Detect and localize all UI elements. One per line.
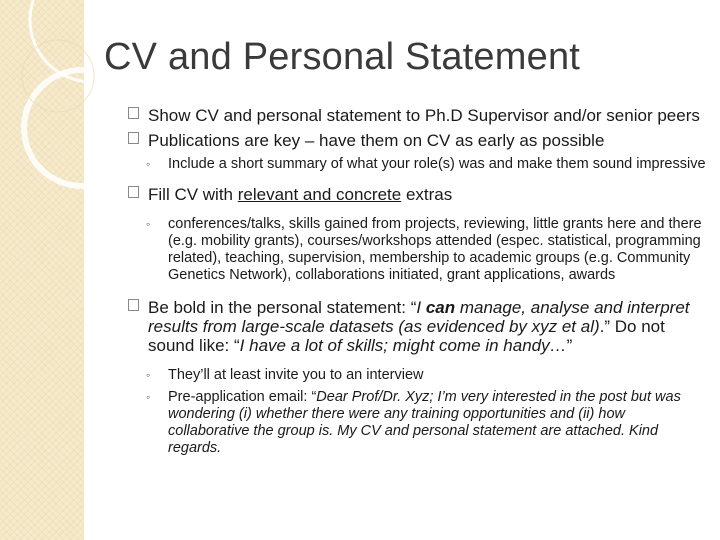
sub-bullet-item [128, 216, 708, 284]
bullet-text: Show CV and personal statement to Ph.D Supervisor and/or senior peers [148, 106, 700, 125]
bullet-text-part: .” Do not sound like: “ [148, 317, 665, 355]
square-bullet-icon [128, 132, 139, 144]
bullet-text-part: ” [566, 336, 573, 355]
square-bullet-icon [128, 107, 139, 119]
bullet-text-part: extras [401, 185, 453, 204]
bullet-item [128, 185, 708, 204]
bullet-item [128, 131, 708, 150]
sub-bullet-text: Include a short summary of what your role(s) was and make them sound impressive [168, 156, 706, 172]
sub-bullet-glyph: ◦ [146, 390, 151, 404]
sub-bullet-glyph: ◦ [146, 157, 151, 171]
sub-bullet-item [128, 389, 708, 457]
bullet-text: Publications are key – have them on CV as early as possible [148, 131, 605, 150]
square-bullet-icon [128, 299, 139, 311]
bullet-text-underlined: relevant and concrete [237, 185, 402, 204]
slide-title: CV and Personal Statement [104, 36, 581, 78]
bullet-text-part: Be bold in the personal statement: “ [148, 298, 417, 317]
bullet-item [128, 106, 708, 125]
bullet-item [128, 298, 708, 355]
bullet-list [128, 106, 708, 457]
sub-bullet-item [128, 367, 708, 384]
decorative-side-band [0, 0, 84, 540]
sub-bullet-text: conferences/talks, skills gained from projects, reviewing, little grants here and there (e.g. mobility grants), courses/workshops attended (espec. statistical, programming related), teaching, supervision, membership to academic groups (e.g. Community Genetics Network), collaborations initiated, grant applications, awards [168, 216, 702, 283]
sub-bullet-item [128, 156, 708, 173]
sub-bullet-glyph: ◦ [146, 368, 151, 382]
sub-bullet-text-italic: Dear Prof/Dr. Xyz; I’m very interested in the post but was wondering (i) whether there were any training opportunities and (ii) how collaborative the group is. My CV and personal statement are attached. Kind regards. [168, 389, 681, 456]
bullet-text-italic: I [416, 298, 426, 317]
bullet-text-part: Fill CV with [148, 185, 238, 204]
sub-bullet-text: They’ll at least invite you to an interview [168, 367, 424, 383]
sub-bullet-glyph: ◦ [146, 217, 151, 231]
square-bullet-icon [128, 186, 139, 198]
sub-bullet-text-part: Pre-application email: “ [168, 389, 317, 405]
bullet-text-italic: I have a lot of skills; might come in handy… [239, 336, 567, 355]
bullet-text-bold-italic: can [425, 298, 456, 317]
bullet-text-italic: manage, analyse and interpret results from large-scale datasets (as evidenced by xyz et al) [148, 298, 690, 336]
